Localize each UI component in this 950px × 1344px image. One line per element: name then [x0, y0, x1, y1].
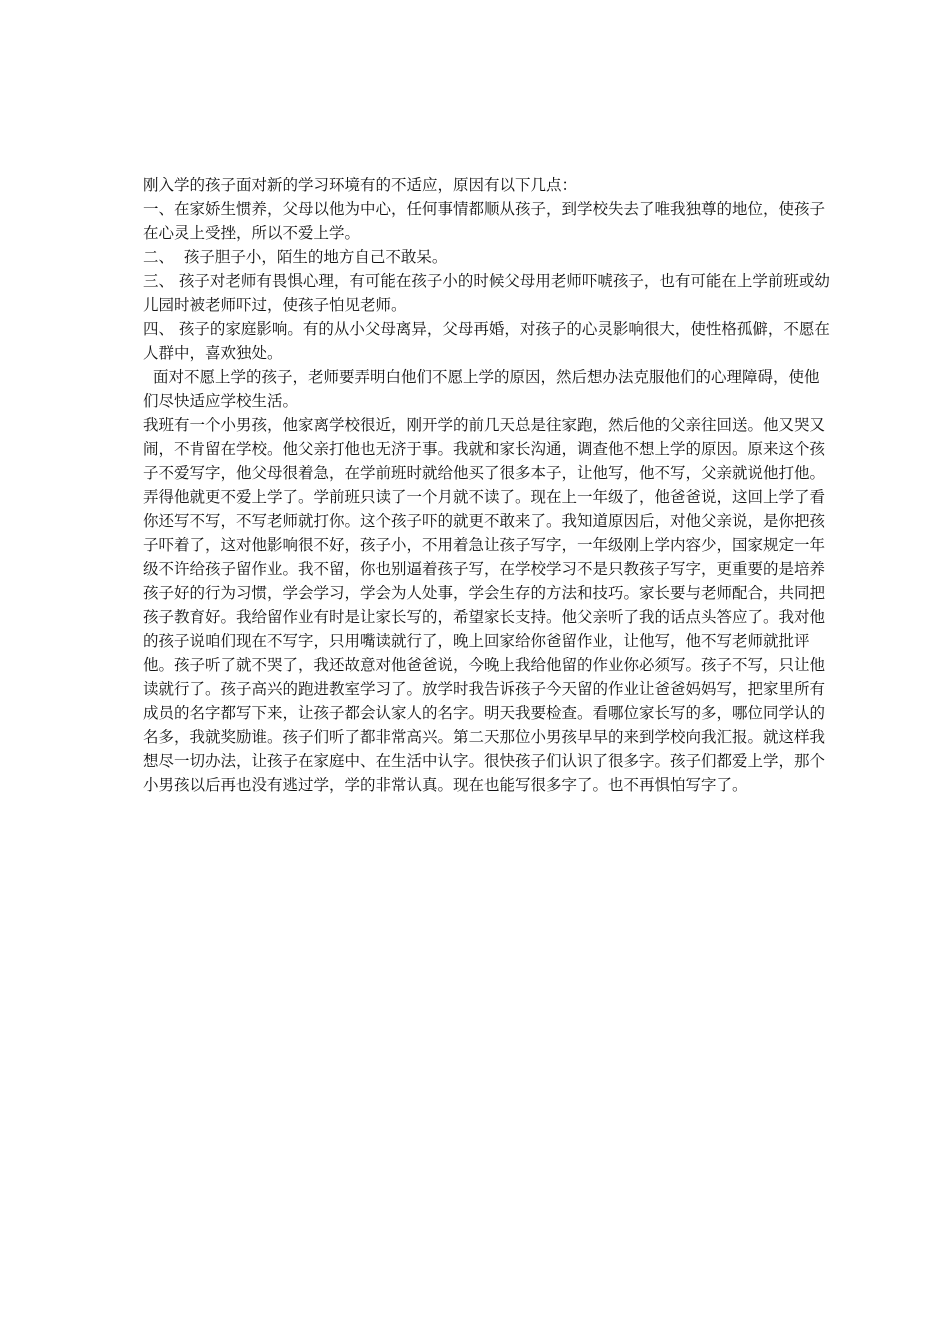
reason-four-paragraph: 四、 孩子的家庭影响。有的从小父母离异，父母再婚，对孩子的心灵影响很大，使性格孤僻，不愿在人群中，喜欢独处。 — [143, 320, 830, 362]
reason-three-paragraph: 三、 孩子对老师有畏惧心理，有可能在孩子小的时候父母用老师吓唬孩子，也有可能在上学前班或幼儿园时被老师吓过，使孩子怕见老师。 — [143, 272, 830, 314]
document-body — [143, 173, 833, 797]
reason-one-paragraph: 一、在家娇生惯养，父母以他为中心，任何事情都顺从孩子，到学校失去了唯我独尊的地位，使孩子在心灵上受挫，所以不爱上学。 — [143, 200, 826, 242]
reason-two-paragraph: 二、 孩子胆子小，陌生的地方自己不敢呆。 — [143, 248, 448, 266]
approach-paragraph: 面对不愿上学的孩子，老师要弄明白他们不愿上学的原因，然后想办法克服他们的心理障碍，使他们尽快适应学校生活。 — [143, 368, 820, 410]
intro-paragraph: 刚入学的孩子面对新的学习环境有的不适应，原因有以下几点： — [143, 176, 578, 194]
case-story-paragraph: 我班有一个小男孩，他家离学校很近，刚开学的前几天总是往家跑，然后他的父亲往回送。他又哭又闹，不肯留在学校。他父亲打他也无济于事。我就和家长沟通，调查他不想上学的原因。原来这个孩子不爱写字，他父母很着急，在学前班时就给他买了很多本子，让他写，他不写，父亲就说他打他。弄得他就更不爱上学了。学前班只读了一个月就不读了。现在上一年级了，他爸爸说，这回上学了看你还写不写，不写老师就打你。这个孩子吓的就更不敢来了。我知道原因后，对他父亲说，是你把孩子吓着了，这对他影响很不好，孩子小，不用着急让孩子写字，一年级刚上学内容少，国家规定一年级不许给孩子留作业。我不留，你也别逼着孩子写，在学校学习不是只教孩子写字，更重要的是培养孩子好的行为习惯，学会学习，学会为人处事，学会生存的方法和技巧。家长要与老师配合，共同把孩子教育好。我给留作业有时是让家长写的，希望家长支持。他父亲听了我的话点头答应了。我对他的孩子说咱们现在不写字，只用嘴读就行了，晚上回家给你爸留作业，让他写，他不写老师就批评他。孩子听了就不哭了，我还故意对他爸爸说，今晚上我给他留的作业你必须写。孩子不写，只让他读就行了。孩子高兴的跑进教室学习了。放学时我告诉孩子今天留的作业让爸爸妈妈写，把家里所有成员的名字都写下来，让孩子都会认家人的名字。明天我要检查。看哪位家长写的多，哪位同学认的名多，我就奖励谁。孩子们听了都非常高兴。第二天那位小男孩早早的来到学校向我汇报。就这样我想尽一切办法，让孩子在家庭中、在生活中认字。很快孩子们认识了很多字。孩子们都爱上学，那个小男孩以后再也没有逃过学，学的非常认真。现在也能写很多字了。也不再惧怕写字了。 — [143, 416, 826, 794]
